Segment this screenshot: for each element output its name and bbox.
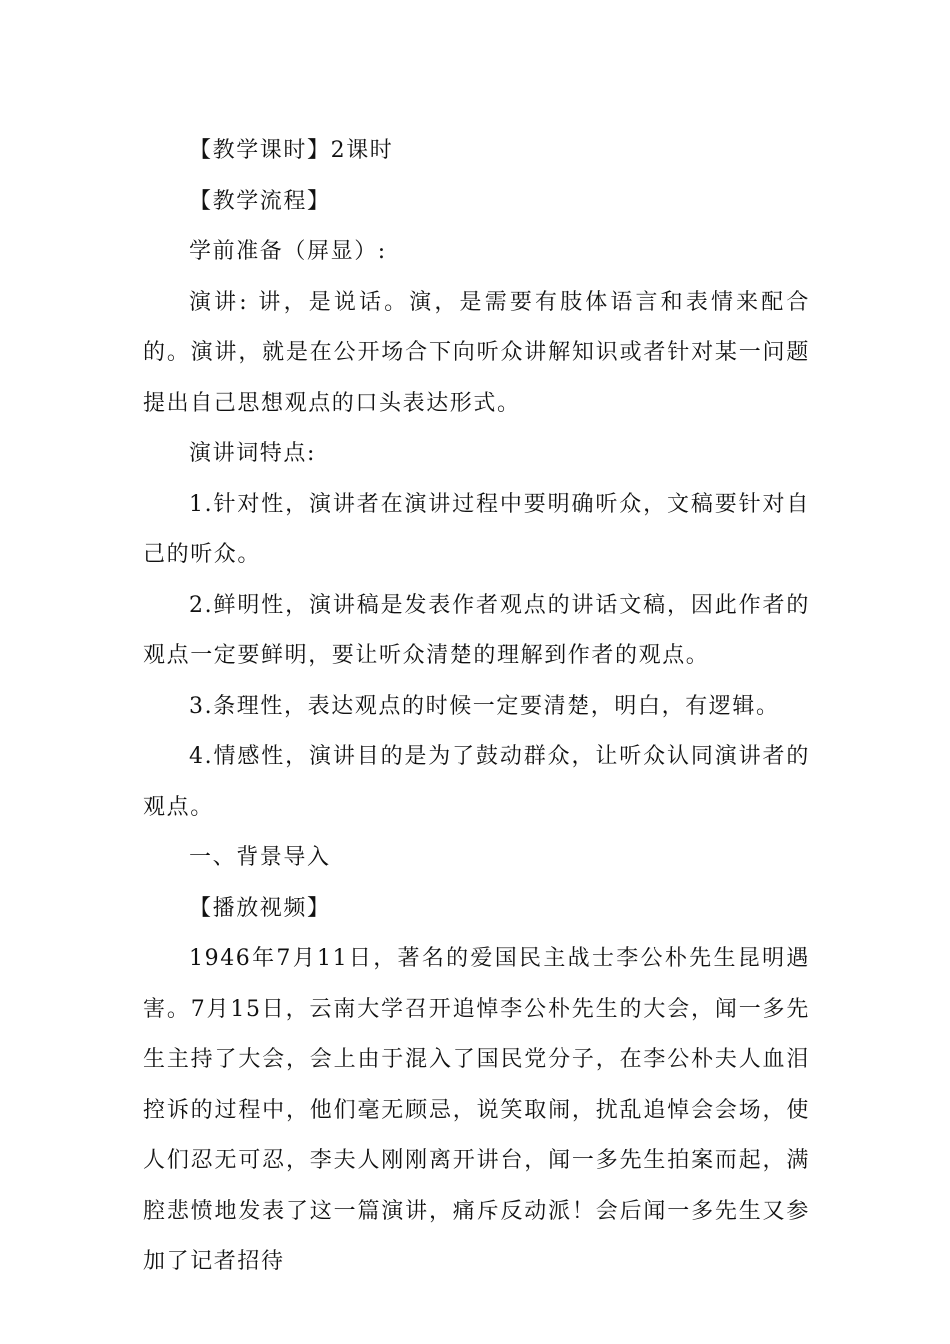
speech-features-heading: 演讲词特点:: [189, 441, 317, 466]
teaching-hours-line: 【教学课时】2课时: [189, 138, 394, 163]
document-body: [143, 126, 810, 1288]
background-intro-heading: 一、背景导入: [189, 845, 331, 870]
feature-3-paragraph: 3.条理性，表达观点的时候一定要清楚，明白，有逻辑。: [189, 693, 780, 719]
background-story-paragraph: 1946年7月11日，著名的爱国民主战士李公朴先生昆明遇害。7月15日，云南大学召开追悼李公朴先生的大会，闻一多先生主持了大会，会上由于混入了国民党分子，在李公朴夫人血泪控诉的过程中，他们毫无顾忌，说笑取闹，扰乱追悼会会场，使人们忍无可忍，李夫人刚刚离开讲台，闻一多先生拍案而起，满腔悲愤地发表了这一篇演讲，痛斥反动派！会后闻一多先生又参加了记者招待: [143, 946, 810, 1274]
feature-1-paragraph: 1.针对性，演讲者在演讲过程中要明确听众，文稿要针对自己的听众。: [143, 491, 810, 567]
feature-4-paragraph: 4.情感性，演讲目的是为了鼓动群众，让听众认同演讲者的观点。: [143, 744, 810, 820]
preparation-heading: 学前准备（屏显）:: [189, 239, 387, 264]
feature-2-paragraph: 2.鲜明性，演讲稿是发表作者观点的讲话文稿，因此作者的观点一定要鲜明，要让听众清楚的理解到作者的观点。: [143, 592, 810, 668]
speech-definition-paragraph: 演讲: 讲，是说话。演，是需要有肢体语言和表情来配合的。演讲，就是在公开场合下向听众讲解知识或者针对某一问题提出自己思想观点的口头表达形式。: [143, 289, 810, 416]
play-video-heading: 【播放视频】: [189, 895, 331, 921]
teaching-process-heading: 【教学流程】: [189, 188, 331, 214]
